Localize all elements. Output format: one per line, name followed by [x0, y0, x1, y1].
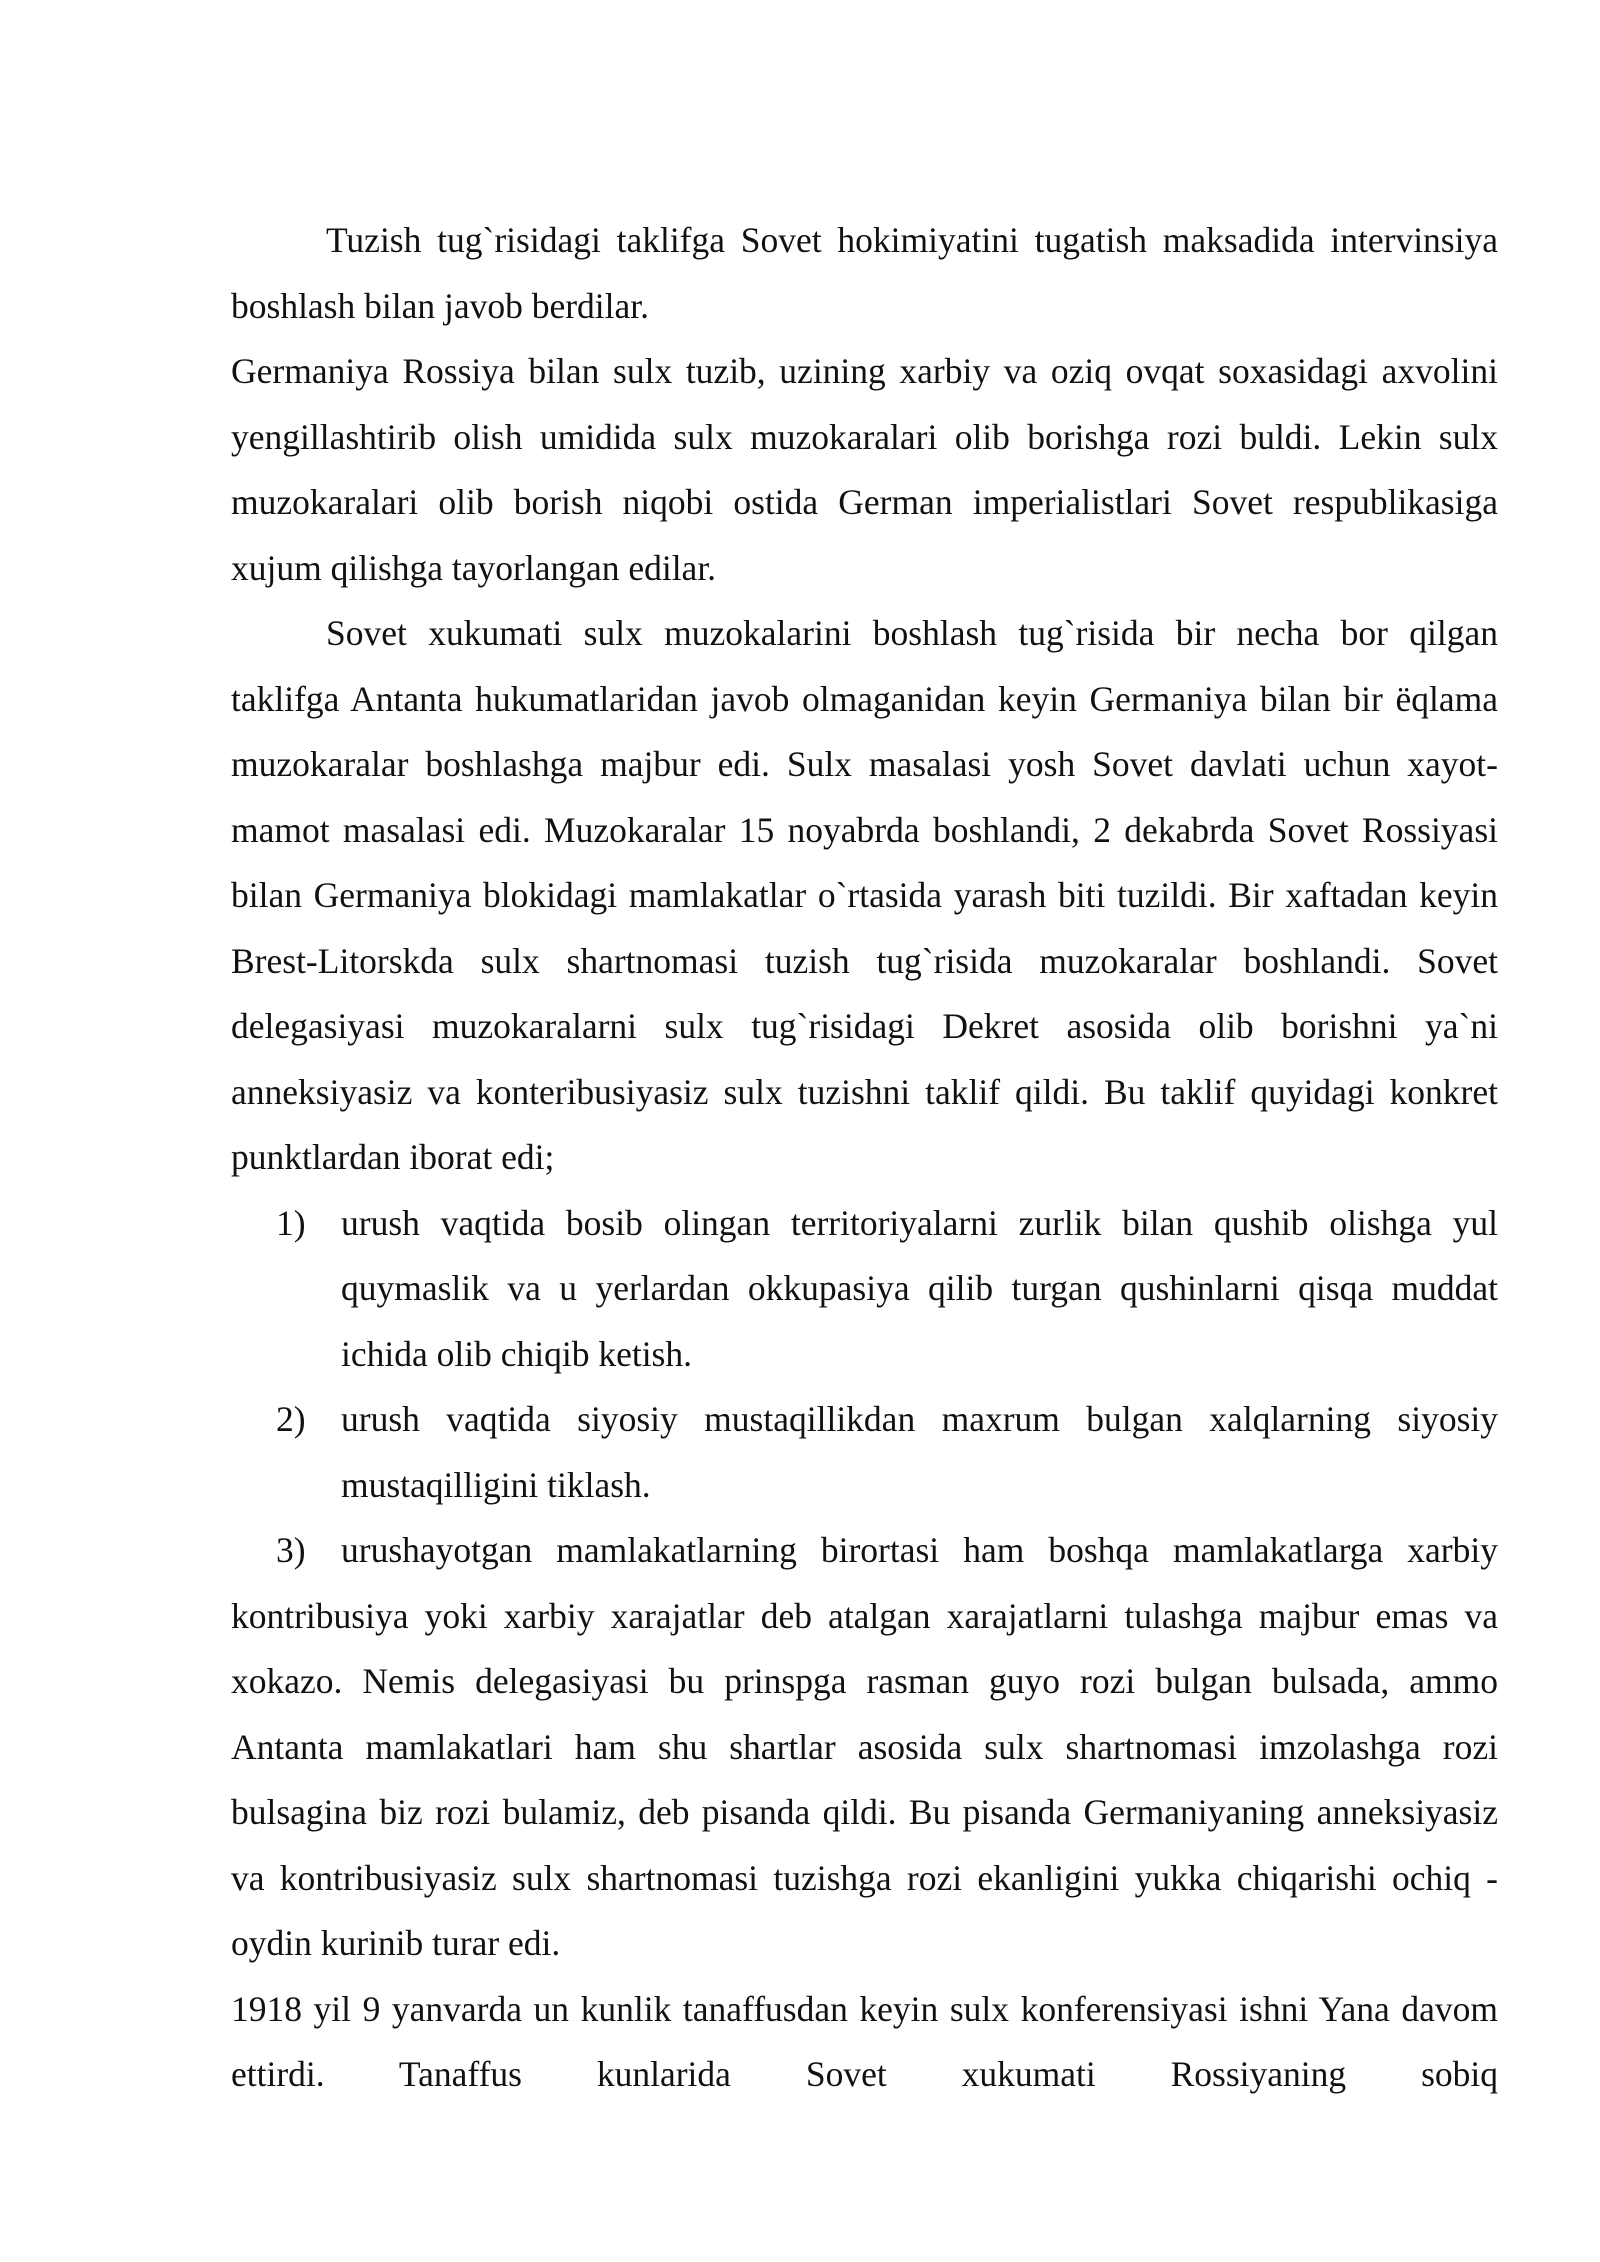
- paragraph-soviet-negotiations: Sovet xukumati sulx muzokalarini boshlash tug`risida bir necha bor qilgan taklifga Antanta hukumatlaridan javob olmaganidan keyin Germaniya bilan bir ëqlama muzokaralar boshlashga majbur edi. Sulx masalasi yosh Sovet davlati uchun xayot-mamot masalasi edi. Muzokaralar 15 noyabrda boshlandi, 2 dekabrda Sovet Rossiyasi bilan Germaniya blokidagi mamlakatlar o`rtasida yarash biti tuzildi. Bir xaftadan keyin Brest-Litorskda sulx shartnomasi tuzish tug`risida muzokaralar boshlandi. Sovet delegasiyasi muzokaralarni sulx tug`risidagi Dekret asosida olib borishni ya`ni anneksiyasiz va konteribusiyasiz sulx tuzishni taklif qildi. Bu taklif quyidagi konkret punktlardan iborat edi;: [231, 613, 1498, 1177]
- list-number: 2): [276, 1399, 306, 1439]
- list-number: 3): [276, 1530, 306, 1570]
- list-item-text: urush vaqtida bosib olingan territoriyalarni zurlik bilan qushib olishga yul quymaslik va u yerlardan okkupasiya qilib turgan qushinlarni qisqa muddat ichida olib chiqib ketish.: [341, 1202, 1498, 1374]
- list-item-3: [231, 1518, 1498, 1977]
- list-item-2: [231, 1387, 1498, 1518]
- list-item-text: urush vaqtida siyosiy mustaqillikdan maxrum bulgan xalqlarning siyosiy mustaqilligini tiklash.: [341, 1399, 1498, 1505]
- list-item-text: urushayotgan mamlakatlarning birortasi ham boshqa mamlakatlarga xarbiy: [341, 1530, 1498, 1570]
- list-item-1: [231, 1191, 1498, 1388]
- document-page: [231, 208, 1498, 2108]
- list-item-continuation: kontribusiya yoki xarbiy xarajatlar deb atalgan xarajatlarni tulashga majbur emas va xokazo. Nemis delegasiyasi bu prinspga rasman guyo rozi bulgan bulsada, ammo Antanta mamlakatlari ham shu shartlar asosida sulx shartnomasi imzolashga rozi bulsagina biz rozi bulamiz, deb pisanda qildi. Bu pisanda Germaniyaning anneksiyasiz va kontribusiyasiz sulx shartnomasi tuzishga rozi ekanligini yukka chiqarishi ochiq -oydin kurinib turar edi.: [231, 1595, 1498, 1963]
- paragraph-intervention: Tuzish tug`risidagi taklifga Sovet hokimiyatini tugatish maksadida intervinsiya boshlash bilan javob berdilar.: [231, 220, 1498, 326]
- paragraph-germany-peace: Germaniya Rossiya bilan sulx tuzib, uzining xarbiy va oziq ovqat soxasidagi axvolini yengillashtirib olish umidida sulx muzokaralari olib borishga rozi buldi. Lekin sulx muzokaralari olib borish niqobi ostida German imperialistlari Sovet respublikasiga xujum qilishga tayorlangan edilar.: [231, 351, 1498, 588]
- paragraph-conference-resumed: 1918 yil 9 yanvarda un kunlik tanaffusdan keyin sulx konferensiyasi ishni Yana davom ettirdi. Tanaffus kunlarida Sovet xukumati Rossiyaning sobiq: [231, 1988, 1498, 2094]
- list-number: 1): [276, 1202, 306, 1243]
- list-item-first-line: [231, 1518, 1498, 1584]
